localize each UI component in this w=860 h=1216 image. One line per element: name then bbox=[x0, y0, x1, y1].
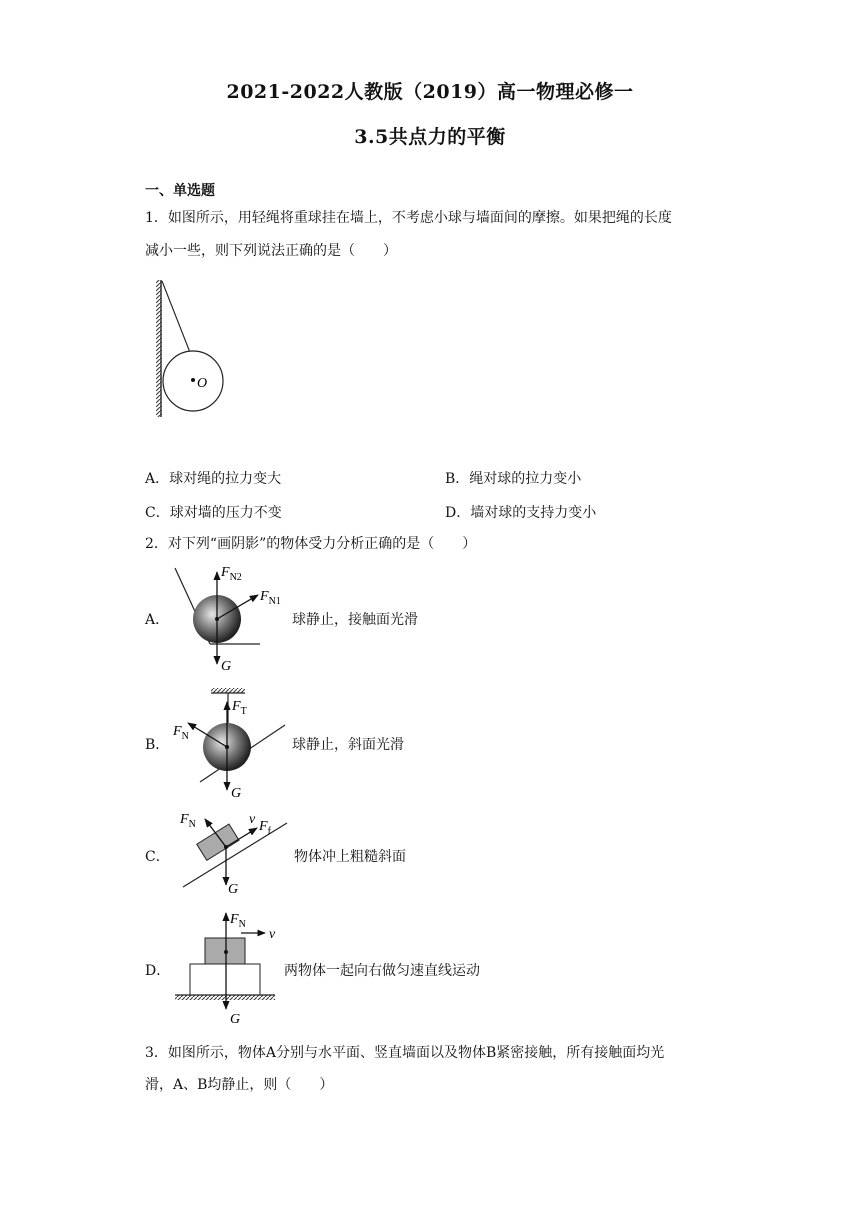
label-fn2: $F_{N2}$ bbox=[221, 565, 242, 583]
wall-hatching bbox=[156, 280, 161, 417]
center-label: O bbox=[197, 376, 208, 391]
q2-option-a-figure bbox=[165, 560, 285, 675]
q2-option-a-caption: 球静止，接触面光滑 bbox=[292, 612, 418, 628]
label-g: G bbox=[228, 882, 239, 897]
q2-option-b-figure bbox=[165, 685, 290, 800]
q2-option-d-letter: D． bbox=[145, 963, 171, 979]
q2-option-a-letter: A． bbox=[145, 612, 170, 628]
q1-option-b: B．绳对球的拉力变小 bbox=[445, 471, 582, 487]
q1-option-a: A．球对绳的拉力变大 bbox=[145, 471, 282, 487]
q2-option-c-letter: C． bbox=[145, 849, 170, 865]
q1-stem-line2: 减小一些，则下列说法正确的是（ ） bbox=[145, 243, 397, 259]
label-fn: $F_N$ bbox=[180, 812, 196, 830]
q2-option-c-caption: 物体冲上粗糙斜面 bbox=[294, 849, 406, 865]
q2-stem: 2．对下列“画阴影”的物体受力分析正确的是（ ） bbox=[145, 536, 477, 552]
block-bottom bbox=[190, 964, 260, 995]
label-fn: $F_N$ bbox=[173, 724, 189, 742]
center-dot bbox=[215, 617, 219, 621]
q2-option-b-letter: B． bbox=[145, 737, 170, 753]
q2-option-b-caption: 球静止，斜面光滑 bbox=[292, 737, 404, 753]
q2-option-d-figure bbox=[165, 905, 285, 1030]
document-subtitle: 3.5共点力的平衡 bbox=[354, 126, 506, 148]
label-v: v bbox=[269, 927, 276, 942]
label-g: G bbox=[231, 786, 242, 800]
incline-line bbox=[183, 823, 287, 887]
q1-figure-ball-on-wall bbox=[140, 275, 260, 425]
q3-stem-line2: 滑，A、B均静止，则（ ） bbox=[145, 1077, 334, 1093]
ball-center-dot bbox=[191, 378, 195, 382]
label-g: G bbox=[230, 1012, 241, 1027]
section-heading: 一、单选题 bbox=[145, 183, 215, 199]
label-fn: $F_N$ bbox=[230, 912, 246, 930]
label-v: v bbox=[249, 812, 256, 827]
label-g: G bbox=[221, 659, 232, 674]
ceiling-hatching bbox=[211, 688, 245, 693]
center-dot bbox=[224, 845, 228, 849]
document-title: 2021-2022人教版（2019）高一物理必修一 bbox=[226, 81, 634, 103]
ground-hatching bbox=[175, 995, 275, 1000]
label-ft: $F_T$ bbox=[232, 699, 247, 717]
center-dot bbox=[224, 950, 228, 954]
q1-stem-line1: 1．如图所示，用轻绳将重球挂在墙上，不考虑小球与墙面间的摩擦。如果把绳的长度 bbox=[145, 210, 672, 226]
q1-option-c: C．球对墙的压力不变 bbox=[145, 505, 282, 521]
q2-option-c-figure bbox=[165, 805, 295, 900]
center-dot bbox=[225, 745, 229, 749]
rope-line bbox=[162, 281, 191, 355]
label-ff: $F_f$ bbox=[259, 819, 271, 837]
q2-option-d-caption: 两物体一起向右做匀速直线运动 bbox=[284, 963, 480, 979]
label-fn1: $F_{N1}$ bbox=[260, 589, 281, 607]
q1-option-d: D．墙对球的支持力变小 bbox=[445, 505, 597, 521]
q3-stem-line1: 3．如图所示，物体A分别与水平面、竖直墙面以及物体B紧密接触，所有接触面均光 bbox=[145, 1045, 665, 1061]
